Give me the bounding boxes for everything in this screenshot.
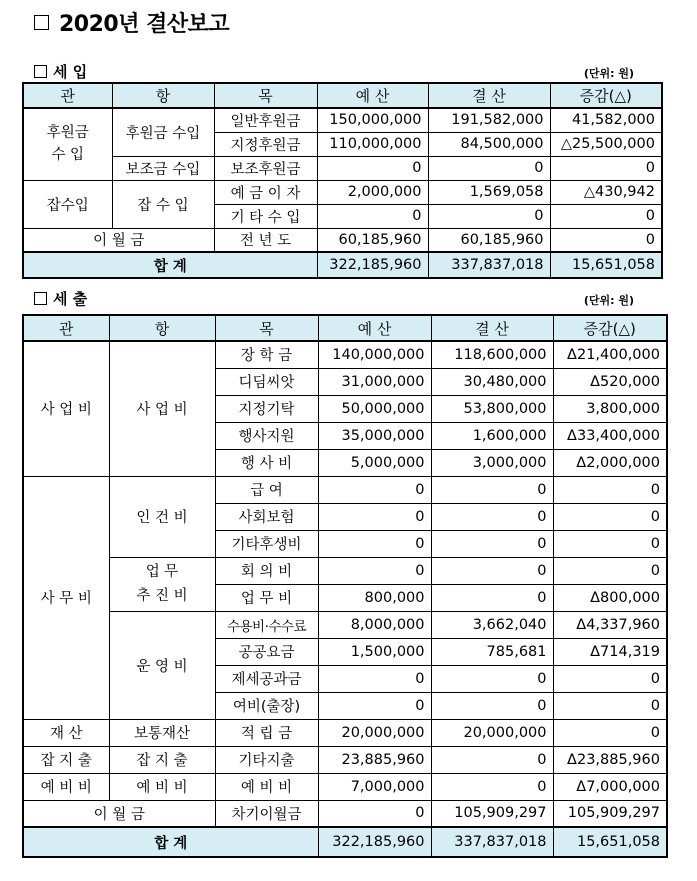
header-gwan: 관	[23, 315, 109, 341]
diff-cell: Δ520,000	[553, 368, 667, 395]
mok-cell: 기타후생비	[215, 530, 318, 557]
hang-subsidy: 보조금 수입	[112, 156, 214, 180]
mok-cell: 급 여	[215, 476, 318, 503]
actual-cell: 0	[431, 557, 553, 584]
actual-cell: 30,480,000	[431, 368, 553, 395]
budget-cell: 800,000	[318, 584, 431, 611]
mok-cell: 기 타 수 입	[214, 204, 317, 228]
budget-cell: 60,185,960	[317, 228, 428, 252]
budget-cell: 0	[318, 530, 431, 557]
actual-cell: 60,185,960	[428, 228, 550, 252]
hang-assets: 보통재산	[109, 719, 215, 746]
diff-cell: Δ7,000,000	[553, 773, 667, 800]
actual-cell: 118,600,000	[431, 341, 553, 368]
budget-cell: 7,000,000	[318, 773, 431, 800]
gwan-business: 사 업 비	[23, 341, 109, 476]
budget-cell: 35,000,000	[318, 422, 431, 449]
total-actual: 337,837,018	[428, 252, 550, 278]
budget-cell: 150,000,000	[317, 108, 428, 132]
total-actual: 337,837,018	[431, 827, 553, 857]
gwan-office: 사 무 비	[23, 476, 109, 719]
mok-cell: 디딤씨앗	[215, 368, 318, 395]
mok-cell: 수용비·수수료	[215, 611, 318, 638]
budget-cell: 31,000,000	[318, 368, 431, 395]
budget-cell: 20,000,000	[318, 719, 431, 746]
actual-cell: 0	[431, 584, 553, 611]
hang-misc-expense: 잡 지 출	[109, 746, 215, 773]
total-budget: 322,185,960	[317, 252, 428, 278]
gwan-assets: 재 산	[23, 719, 109, 746]
actual-cell: 0	[431, 692, 553, 719]
actual-cell: 0	[431, 746, 553, 773]
actual-cell: 1,600,000	[431, 422, 553, 449]
budget-cell: 0	[318, 692, 431, 719]
actual-cell: 0	[428, 156, 550, 180]
table-row	[23, 800, 667, 827]
actual-cell: 0	[431, 665, 553, 692]
hang-operations: 업 무 추 진 비	[109, 557, 215, 611]
total-diff: 15,651,058	[553, 827, 667, 857]
header-mok: 목	[215, 315, 318, 341]
table-row	[23, 719, 667, 746]
total-diff: 15,651,058	[550, 252, 662, 278]
budget-cell: 0	[318, 665, 431, 692]
header-mok: 목	[214, 83, 317, 108]
header-gwan: 관	[23, 83, 112, 108]
diff-cell: Δ4,337,960	[553, 611, 667, 638]
hang-misc: 잡 수 입	[112, 180, 214, 228]
actual-cell: 0	[431, 530, 553, 557]
checkbox-icon	[34, 292, 47, 305]
page-title-text: 2020년 결산보고	[59, 11, 230, 37]
gwan-carryover: 이 월 금	[23, 800, 215, 827]
actual-cell: 1,569,058	[428, 180, 550, 204]
income-section-title-text: 세 입	[53, 63, 88, 81]
budget-cell: 2,000,000	[317, 180, 428, 204]
header-hang: 항	[109, 315, 215, 341]
actual-cell: 0	[431, 503, 553, 530]
mok-cell: 예 금 이 자	[214, 180, 317, 204]
checkbox-icon	[34, 65, 47, 78]
actual-cell: 3,662,040	[431, 611, 553, 638]
budget-cell: 8,000,000	[318, 611, 431, 638]
income-table	[22, 82, 663, 279]
budget-cell: 23,885,960	[318, 746, 431, 773]
mok-cell: 지정후원금	[214, 132, 317, 156]
actual-cell: 0	[431, 773, 553, 800]
diff-cell: 0	[553, 530, 667, 557]
expense-unit: (단위: 원)	[583, 294, 634, 307]
diff-cell: 0	[553, 557, 667, 584]
table-row	[23, 228, 662, 252]
gwan-reserve: 예 비 비	[23, 773, 109, 800]
budget-cell: 0	[318, 557, 431, 584]
mok-cell: 일반후원금	[214, 108, 317, 132]
gwan-misc: 잡수입	[23, 180, 112, 228]
diff-cell: 3,800,000	[553, 395, 667, 422]
diff-cell: 0	[550, 156, 662, 180]
budget-cell: 1,500,000	[318, 638, 431, 665]
mok-cell: 보조후원금	[214, 156, 317, 180]
budget-cell: 140,000,000	[318, 341, 431, 368]
actual-cell: 0	[431, 476, 553, 503]
mok-cell: 지정기탁	[215, 395, 318, 422]
hang-reserve: 예 비 비	[109, 773, 215, 800]
mok-cell: 적 립 금	[215, 719, 318, 746]
table-row	[23, 341, 667, 368]
expense-table	[22, 314, 668, 858]
actual-cell: 84,500,000	[428, 132, 550, 156]
mok-cell: 회 의 비	[215, 557, 318, 584]
header-budget: 예 산	[317, 83, 428, 108]
budget-cell: 0	[318, 800, 431, 827]
diff-cell: Δ2,000,000	[553, 449, 667, 476]
expense-total-row	[23, 827, 667, 857]
diff-cell: 0	[553, 692, 667, 719]
actual-cell: 53,800,000	[431, 395, 553, 422]
expense-section-title-text: 세 출	[53, 290, 88, 308]
hang-business: 사 업 비	[109, 341, 215, 476]
page-title	[34, 4, 229, 40]
expense-section-title	[34, 288, 87, 309]
diff-cell: 0	[553, 719, 667, 746]
budget-cell: 0	[317, 204, 428, 228]
diff-cell: Δ33,400,000	[553, 422, 667, 449]
income-total-row	[23, 252, 662, 278]
diff-cell: 0	[553, 476, 667, 503]
hang-donation: 후원금 수입	[112, 108, 214, 156]
diff-cell: Δ23,885,960	[553, 746, 667, 773]
header-hang: 항	[112, 83, 214, 108]
mok-cell: 업 무 비	[215, 584, 318, 611]
actual-cell: 20,000,000	[431, 719, 553, 746]
hang-personnel: 인 건 비	[109, 476, 215, 557]
budget-cell: 0	[317, 156, 428, 180]
checkbox-icon	[34, 15, 49, 30]
mok-cell: 행사지원	[215, 422, 318, 449]
diff-cell: Δ800,000	[553, 584, 667, 611]
income-unit: (단위: 원)	[583, 67, 634, 80]
mok-cell: 장 학 금	[215, 341, 318, 368]
total-budget: 322,185,960	[318, 827, 431, 857]
diff-cell: Δ714,319	[553, 638, 667, 665]
expense-header-row	[23, 315, 667, 341]
header-actual: 결 산	[431, 315, 553, 341]
gwan-donation: 후원금 수 입	[23, 108, 112, 180]
actual-cell: 105,909,297	[431, 800, 553, 827]
diff-cell: 41,582,000	[550, 108, 662, 132]
gwan-carryover: 이 월 금	[23, 228, 214, 252]
diff-cell: Δ21,400,000	[553, 341, 667, 368]
budget-cell: 0	[318, 476, 431, 503]
income-header-row	[23, 83, 662, 108]
diff-cell: △430,942	[550, 180, 662, 204]
mok-cell: 행 사 비	[215, 449, 318, 476]
mok-cell: 전 년 도	[214, 228, 317, 252]
mok-cell: 기타지출	[215, 746, 318, 773]
actual-cell: 785,681	[431, 638, 553, 665]
budget-cell: 110,000,000	[317, 132, 428, 156]
actual-cell: 0	[428, 204, 550, 228]
mok-cell: 여비(출장)	[215, 692, 318, 719]
hang-management: 운 영 비	[109, 611, 215, 719]
income-section-title	[34, 61, 87, 82]
table-row	[23, 611, 667, 638]
total-label: 합 계	[23, 252, 317, 278]
table-row	[23, 156, 662, 180]
diff-cell: 0	[553, 665, 667, 692]
actual-cell: 3,000,000	[431, 449, 553, 476]
table-row	[23, 773, 667, 800]
mok-cell: 제세공과금	[215, 665, 318, 692]
actual-cell: 191,582,000	[428, 108, 550, 132]
budget-cell: 0	[318, 503, 431, 530]
budget-cell: 50,000,000	[318, 395, 431, 422]
table-row	[23, 108, 662, 132]
diff-cell: △25,500,000	[550, 132, 662, 156]
header-diff: 증감(△)	[553, 315, 667, 341]
table-row	[23, 557, 667, 584]
header-actual: 결 산	[428, 83, 550, 108]
gwan-misc-expense: 잡 지 출	[23, 746, 109, 773]
header-budget: 예 산	[318, 315, 431, 341]
mok-cell: 차기이월금	[215, 800, 318, 827]
diff-cell: 0	[550, 228, 662, 252]
diff-cell: 0	[550, 204, 662, 228]
header-diff: 증감(△)	[550, 83, 662, 108]
total-label: 합 계	[23, 827, 318, 857]
diff-cell: 105,909,297	[553, 800, 667, 827]
budget-cell: 5,000,000	[318, 449, 431, 476]
diff-cell: 0	[553, 503, 667, 530]
table-row	[23, 746, 667, 773]
mok-cell: 공공요금	[215, 638, 318, 665]
table-row	[23, 180, 662, 204]
mok-cell: 사회보험	[215, 503, 318, 530]
mok-cell: 예 비 비	[215, 773, 318, 800]
table-row	[23, 476, 667, 503]
